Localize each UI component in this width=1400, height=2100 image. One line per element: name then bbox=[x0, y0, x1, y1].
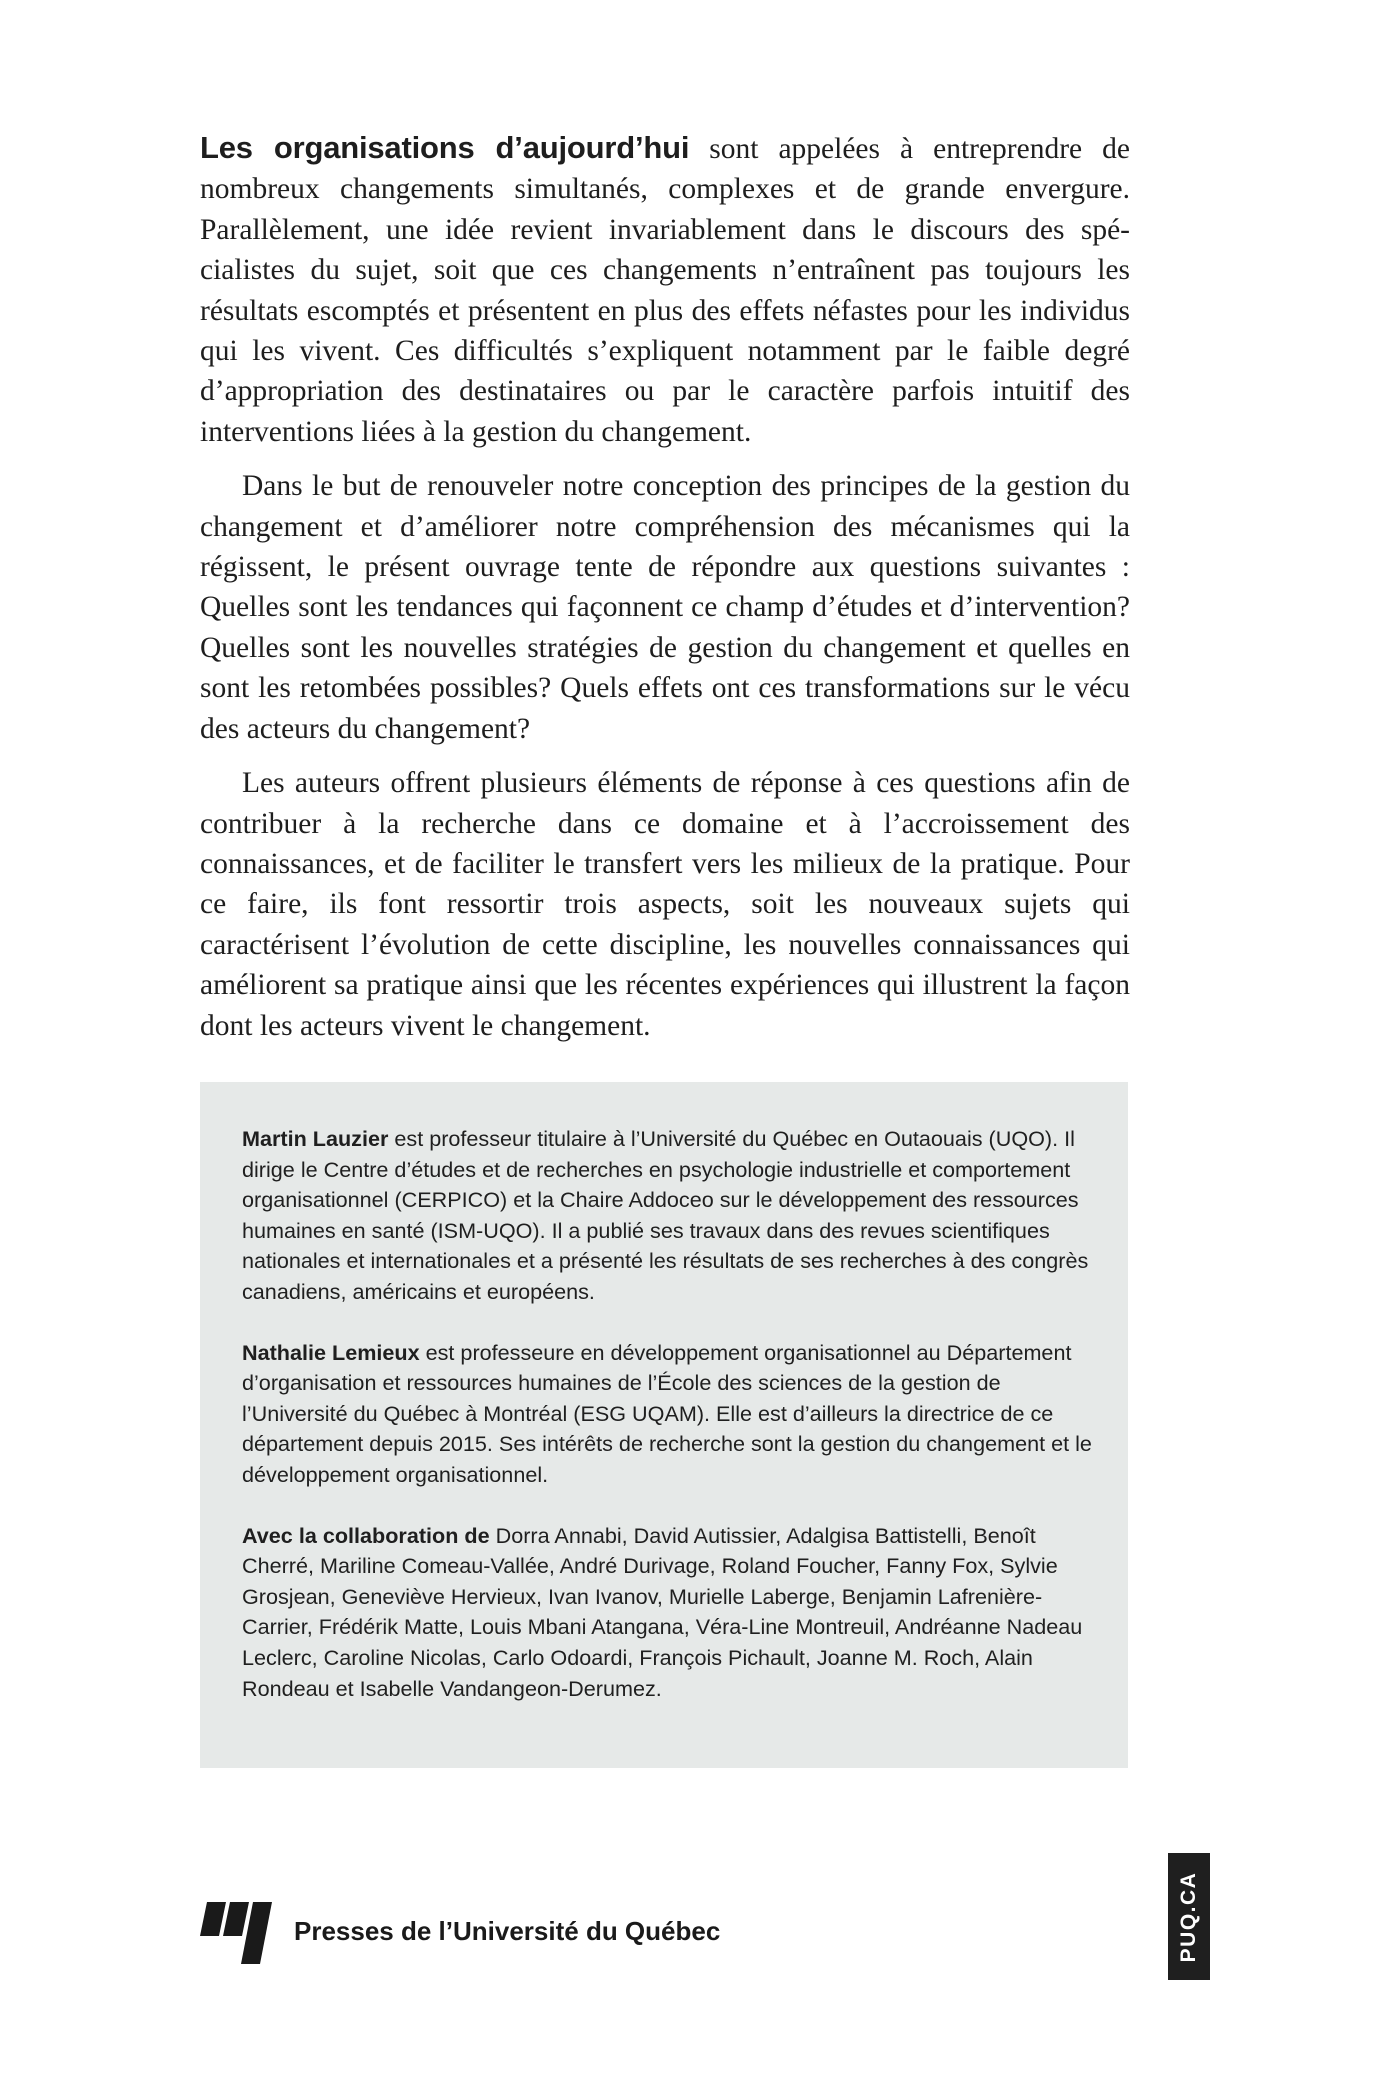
back-cover-description bbox=[200, 128, 1130, 1060]
author-name: Martin Lauzier bbox=[242, 1126, 389, 1151]
author-bio bbox=[242, 1124, 1092, 1308]
website-badge[interactable] bbox=[1168, 1853, 1210, 1980]
collaborators-label: Avec la collaboration de bbox=[242, 1522, 490, 1548]
intro-lead: Les organisations d’aujourd’hui bbox=[200, 130, 690, 165]
puq-logo-icon bbox=[200, 1900, 290, 1964]
author-bio-text: est professeure en développement organisationnel au Département d’organisation et ressources humaines de l’École des sciences de la gestion de l’Université du Québec à Montréal (ESG UQAM). Elle est d’ailleurs la directrice de ce département depuis 2015. Ses intérêts de recherche sont la gestion du changement et le développement organisationnel. bbox=[242, 1339, 1092, 1487]
questions-paragraph: Dans le but de renouveler notre conception des principes de la gestion du changement et d’améliorer notre compréhension des mécanismes qui la régissent, le présent ouvrage tente de répondre aux questions suivantes : Quelles sont les tendances qui façonnent ce champ d’études et d’intervention? Quelles sont les nouvelles stratégies de gestion du changement et quelles en sont les retombées possibles? Quels effets ont ces transformations sur le vécu des acteurs du changement? bbox=[200, 470, 1130, 745]
publisher-footer bbox=[200, 1900, 800, 1964]
author-bios bbox=[242, 1124, 1092, 1734]
collaborators-list: Dorra Annabi, David Autissier, Adalgisa Battistelli, Benoît Cherré, Mariline Comeau-Vallée, André Durivage, Roland Foucher, Fanny Fox, Sylvie Grosjean, Geneviève Hervieux, Ivan Ivanov, Murielle Laberge, Benjamin Lafrenière-Carrier, Frédérik Matte, Louis Mbani Atangana, Véra-Line Montreuil, Andréanne Nadeau Leclerc, Caroline Nicolas, Carlo Odoardi, François Pichault, Joanne M. Roch, Alain Rondeau et Isabelle Vandangeon-Derumez. bbox=[242, 1522, 1083, 1701]
author-bio-text: est professeur titulaire à l’Université du Québec en Outaouais (UQO). Il dirige le Centre d’études et de recherches en psychologie industrielle et comportement organisationnel (CERPICO) et la Chaire Addoceo sur le développement des ressources humaines en santé (ISM-UQO). Il a publié ses travaux dans des revues scientifiques nationales et internationales et a présenté les résultats de ses recherches à des congrès canadiens, américains et européens. bbox=[242, 1126, 1089, 1304]
publisher-name: Presses de l’Université du Québec bbox=[294, 1916, 721, 1946]
website-url[interactable]: PUQ.CA bbox=[1177, 1871, 1200, 1962]
author-bio bbox=[242, 1338, 1092, 1491]
collaborators bbox=[242, 1521, 1092, 1705]
author-bio-box bbox=[200, 1082, 1128, 1768]
intro-rest: sont appelées à entreprendre de nombreux changements simultanés, complexes et de grande envergure. Parallèlement, une idée revient invariablement dans le discours des spécialistes du sujet, soit que ces changements n’entraînent pas toujours les résultats escomptés et présentent en plus des effets néfastes pour les individus qui les vivent. Ces difficultés s’expliquent notamment par le faible degré d’appropriation des destinataires ou par le caractère parfois intuitif des interventions liées à la gestion du changement. bbox=[200, 133, 1130, 448]
contribution-paragraph: Les auteurs offrent plusieurs éléments de réponse à ces questions afin de contribuer à la recherche dans ce domaine et à l’accroissement des connaissances, et de faciliter le transfert vers les milieux de la pratique. Pour ce faire, ils font ressortir trois aspects, soit les nouveaux sujets qui caractérisent l’évolution de cette discipline, les nouvelles connaissances qui améliorent sa pratique ainsi que les récentes expériences qui illustrent la façon dont les acteurs vivent le changement. bbox=[200, 767, 1130, 1042]
intro-paragraph bbox=[200, 128, 1130, 452]
author-name: Nathalie Lemieux bbox=[242, 1339, 420, 1365]
